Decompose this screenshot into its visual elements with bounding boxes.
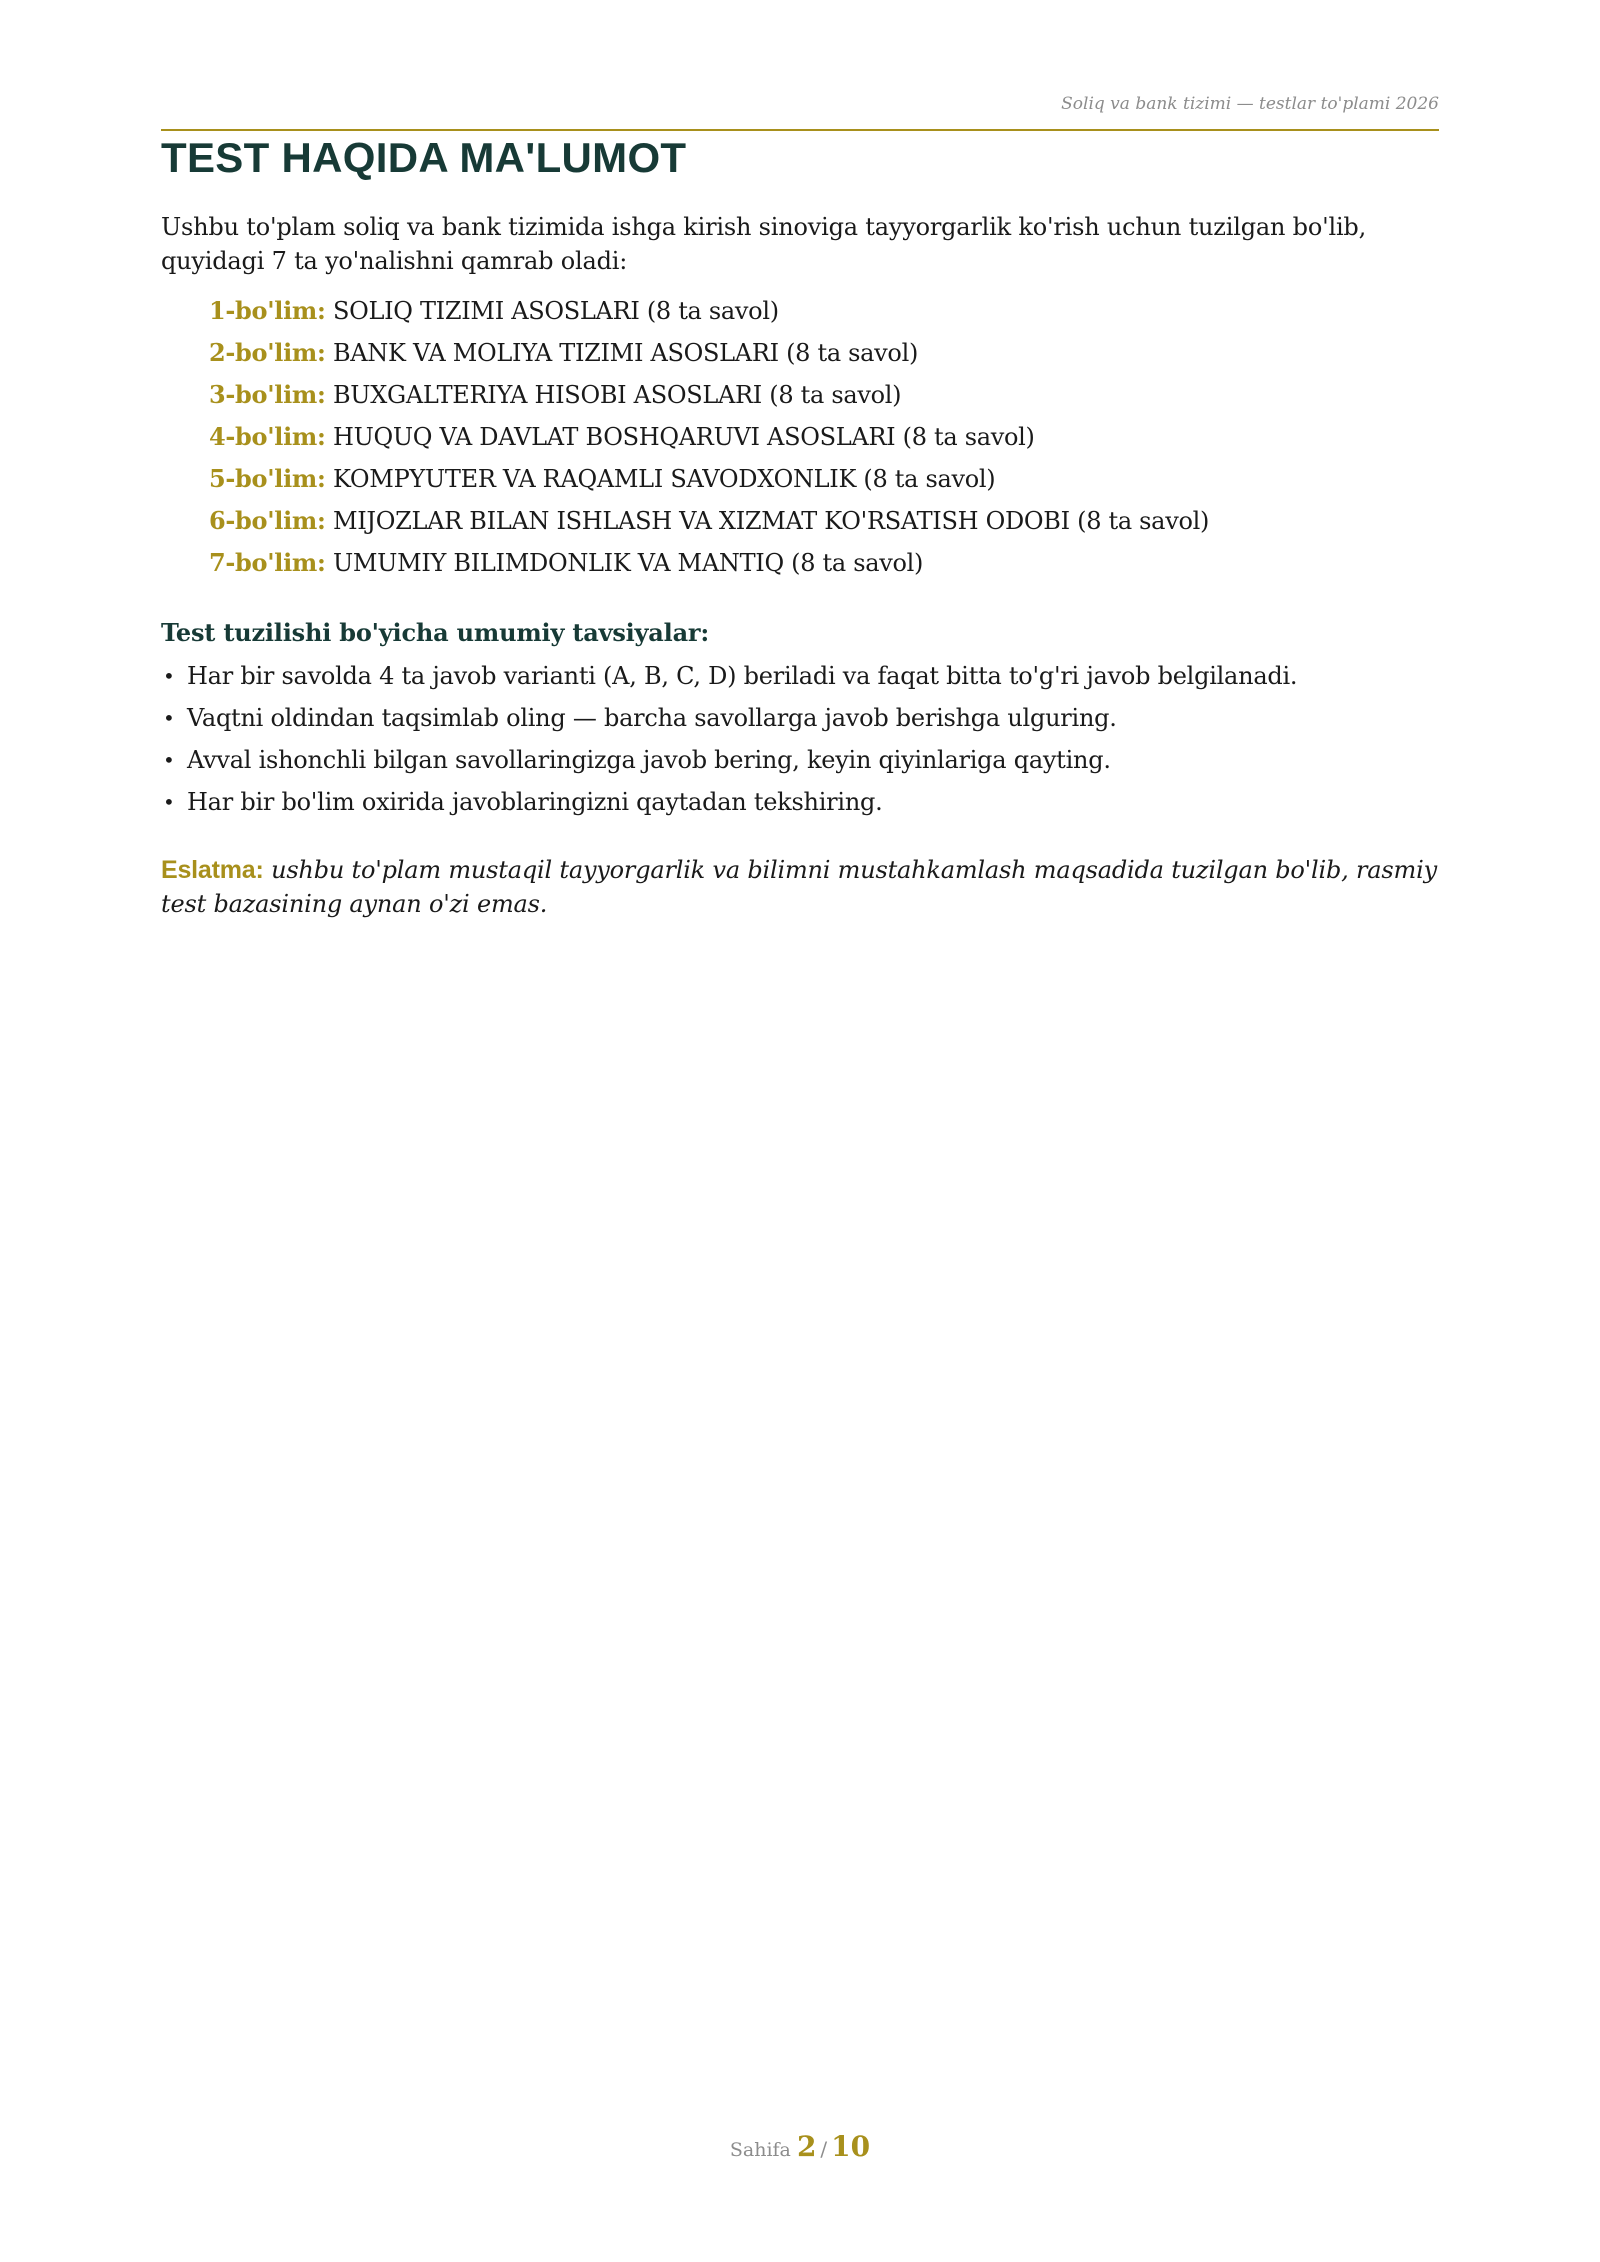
recommendations-heading: Test tuzilishi bo'yicha umumiy tavsiyalar:	[161, 618, 710, 647]
page-separator: /	[820, 2137, 828, 2161]
note-label: Eslatma:	[161, 856, 264, 884]
recommendation-item	[161, 655, 1439, 697]
section-label: 7-bo'lim:	[209, 548, 326, 577]
sections-list	[161, 290, 1439, 584]
section-name: MIJOZLAR BILAN ISHLASH VA XIZMAT KO'RSATISH ODOBI (8 ta savol)	[332, 507, 1210, 535]
note-paragraph	[161, 853, 1439, 921]
section-label: 6-bo'lim:	[209, 506, 326, 535]
current-page-number: 2	[796, 2130, 817, 2163]
section-name: SOLIQ TIZIMI ASOSLARI (8 ta savol)	[332, 297, 779, 325]
recommendation-text: Har bir savolda 4 ta javob varianti (A, B, C, D) beriladi va faqat bitta to'g'ri javob belgilanadi.	[187, 662, 1298, 690]
recommendations-list	[161, 655, 1439, 823]
intro-paragraph: Ushbu to'plam soliq va bank tizimida ishga kirish sinoviga tayyorgarlik ko'rish uchun tuzilgan bo'lib, quyidagi 7 ta yo'nalishni qamrab oladi:	[161, 213, 1367, 275]
section-label: 5-bo'lim:	[209, 464, 326, 493]
page-footer	[0, 2130, 1600, 2163]
bullet-icon: •	[163, 706, 175, 730]
page-word: Sahifa	[729, 2139, 791, 2161]
section-label: 4-bo'lim:	[209, 422, 326, 451]
bullet-icon: •	[163, 790, 175, 814]
section-name: KOMPYUTER VA RAQAMLI SAVODXONLIK (8 ta savol)	[332, 465, 996, 493]
section-label: 2-bo'lim:	[209, 338, 326, 367]
note-text: ushbu to'plam mustaqil tayyorgarlik va bilimni mustahkamlash maqsadida tuzilgan bo'lib, rasmiy test bazasining aynan o'zi emas.	[161, 856, 1437, 918]
section-item-4	[209, 416, 1439, 458]
section-item-7	[209, 542, 1439, 584]
recommendation-text: Avval ishonchli bilgan savollaringizga javob bering, keyin qiyinlariga qayting.	[187, 746, 1111, 774]
recommendation-item	[161, 781, 1439, 823]
total-pages-number: 10	[831, 2130, 871, 2163]
section-item-1	[209, 290, 1439, 332]
section-name: HUQUQ VA DAVLAT BOSHQARUVI ASOSLARI (8 ta savol)	[332, 423, 1035, 451]
recommendation-text: Vaqtni oldindan taqsimlab oling — barcha savollarga javob berishga ulguring.	[187, 704, 1117, 732]
section-name: BANK VA MOLIYA TIZIMI ASOSLARI (8 ta savol)	[332, 339, 919, 367]
bullet-icon: •	[163, 748, 175, 772]
recommendation-item	[161, 697, 1439, 739]
section-label: 3-bo'lim:	[209, 380, 326, 409]
main-content	[161, 210, 1439, 921]
running-header: Soliq va bank tizimi — testlar to'plami 2026	[1061, 94, 1439, 114]
header-divider	[161, 129, 1439, 131]
section-name: UMUMIY BILIMDONLIK VA MANTIQ (8 ta savol)	[332, 549, 924, 577]
recommendation-text: Har bir bo'lim oxirida javoblaringizni qaytadan tekshiring.	[187, 788, 883, 816]
section-item-3	[209, 374, 1439, 416]
recommendation-item	[161, 739, 1439, 781]
section-label: 1-bo'lim:	[209, 296, 326, 325]
bullet-icon: •	[163, 664, 175, 688]
section-item-2	[209, 332, 1439, 374]
page-title: TEST HAQIDA MA'LUMOT	[161, 134, 687, 181]
section-name: BUXGALTERIYA HISOBI ASOSLARI (8 ta savol)	[332, 381, 902, 409]
section-item-6	[209, 500, 1439, 542]
section-item-5	[209, 458, 1439, 500]
